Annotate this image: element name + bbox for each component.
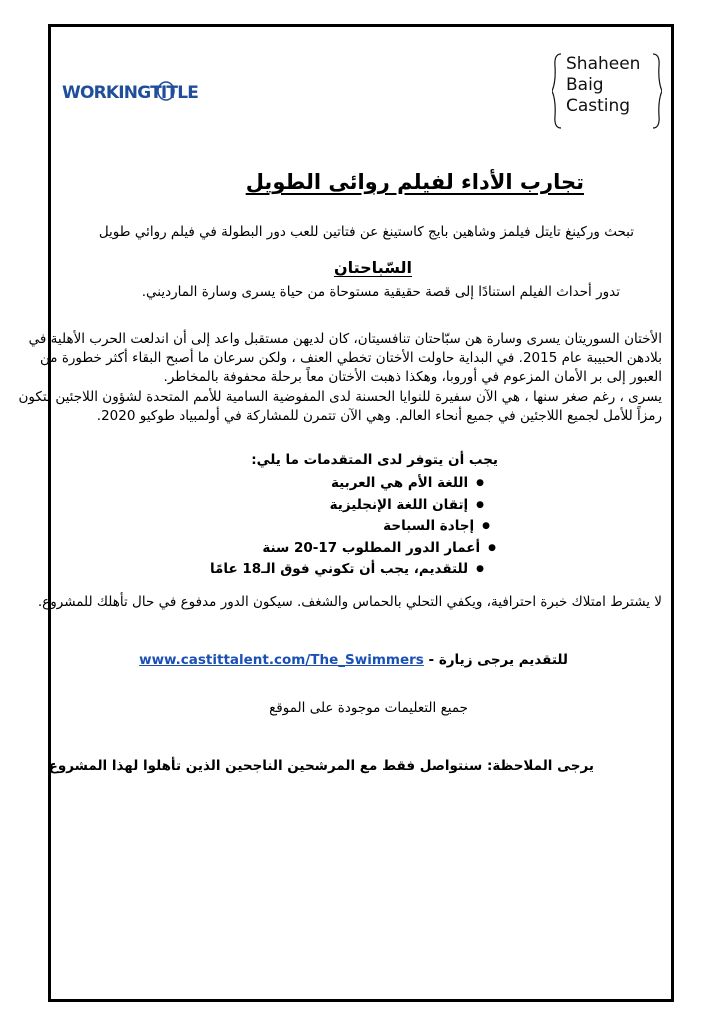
paragraph-line: العبور إلى بر الأمان المزعوم في أوروبا، وهكذا ذهبت الأختان معاً برحلة محفوفة بالمخاطر. [163,369,662,385]
requirement-item: ● إجادة السباحة [210,516,490,538]
requirements-list [210,473,484,581]
working-title-logo [62,80,212,102]
apply-label: للتقديم يرجى زيارة - [428,652,568,668]
paragraph-line: يسرى ، رغم صغر سنها ، هي الآن سفيرة للنوايا الحسنة لدى المفوضية السامية للأمم المتحدة لشؤون اللاجئين لتكون [18,389,662,405]
film-title: السّباحتان [333,258,412,277]
requirement-item: ● اللغة الأم هي العربية [210,473,484,495]
apply-link[interactable]: www.castittalent.com/The_Swimmers [139,652,424,668]
working-title-logo-text: WORKINGTITLE [62,83,199,102]
synopsis-text: تدور أحداث الفيلم استنادًا إلى قصة حقيقية مستوحاة من حياة يسرى وسارة المارديني. [141,284,620,300]
story-paragraph-2 [18,388,662,426]
final-note: يرجى الملاحظة: سنتواصل فقط مع المرشحين الناجحين الذين تأهلوا لهذا المشروع [48,758,594,774]
logo-line-shaheen: Shaheen [566,54,641,74]
page-title: تجارب الأداء لفيلم روائى الطويل [245,170,584,194]
requirement-item: ● أعمار الدور المطلوب 17-20 سنة [210,538,496,560]
paragraph-line: الأختان السوريتان يسرى وسارة هن سبّاحتان تنافسيتان، كان لديهن مستقبل واعد إلى أن اندلعت الحرب الأهلية في [28,331,662,347]
intro-text: تبحث وركينغ تايتل فيلمز وشاهين بايج كاستينغ عن فتاتين للعب دور البطولة في فيلم روائي طويل [98,224,634,240]
logo-line-baig: Baig [566,75,604,95]
experience-note: لا يشترط امتلاك خبرة احترافية، ويكفي التحلي بالحماس والشغف. سيكون الدور مدفوع في حال تأهلك للمشروع. [37,594,662,610]
paragraph-line: رمزاً للأمل لجميع اللاجئين في جميع أنحاء العالم. وهي الآن تتمرن للمشاركة في أولمبياد طوكيو 2020. [96,408,662,424]
paragraph-line: بلادهن الحبيبة عام 2015. في البداية حاولت الأختان تخطي العنف ، ولكن سرعان ما أصبح البقاء أكثر خطورة من [40,350,662,366]
requirements-heading: يجب أن يتوفر لدى المتقدمات ما يلي: [251,452,498,468]
story-paragraph-1 [28,330,662,387]
apply-row [133,652,568,668]
instructions-text: جميع التعليمات موجودة على الموقع [269,700,468,716]
shaheen-baig-casting-logo [552,52,662,130]
logo-line-casting: Casting [566,96,631,116]
requirement-item: ● للتقديم، يجب أن تكوني فوق الـ18 عامًا [210,559,484,581]
requirement-item: ● إتقان اللغة الإنجليزية [210,495,484,517]
